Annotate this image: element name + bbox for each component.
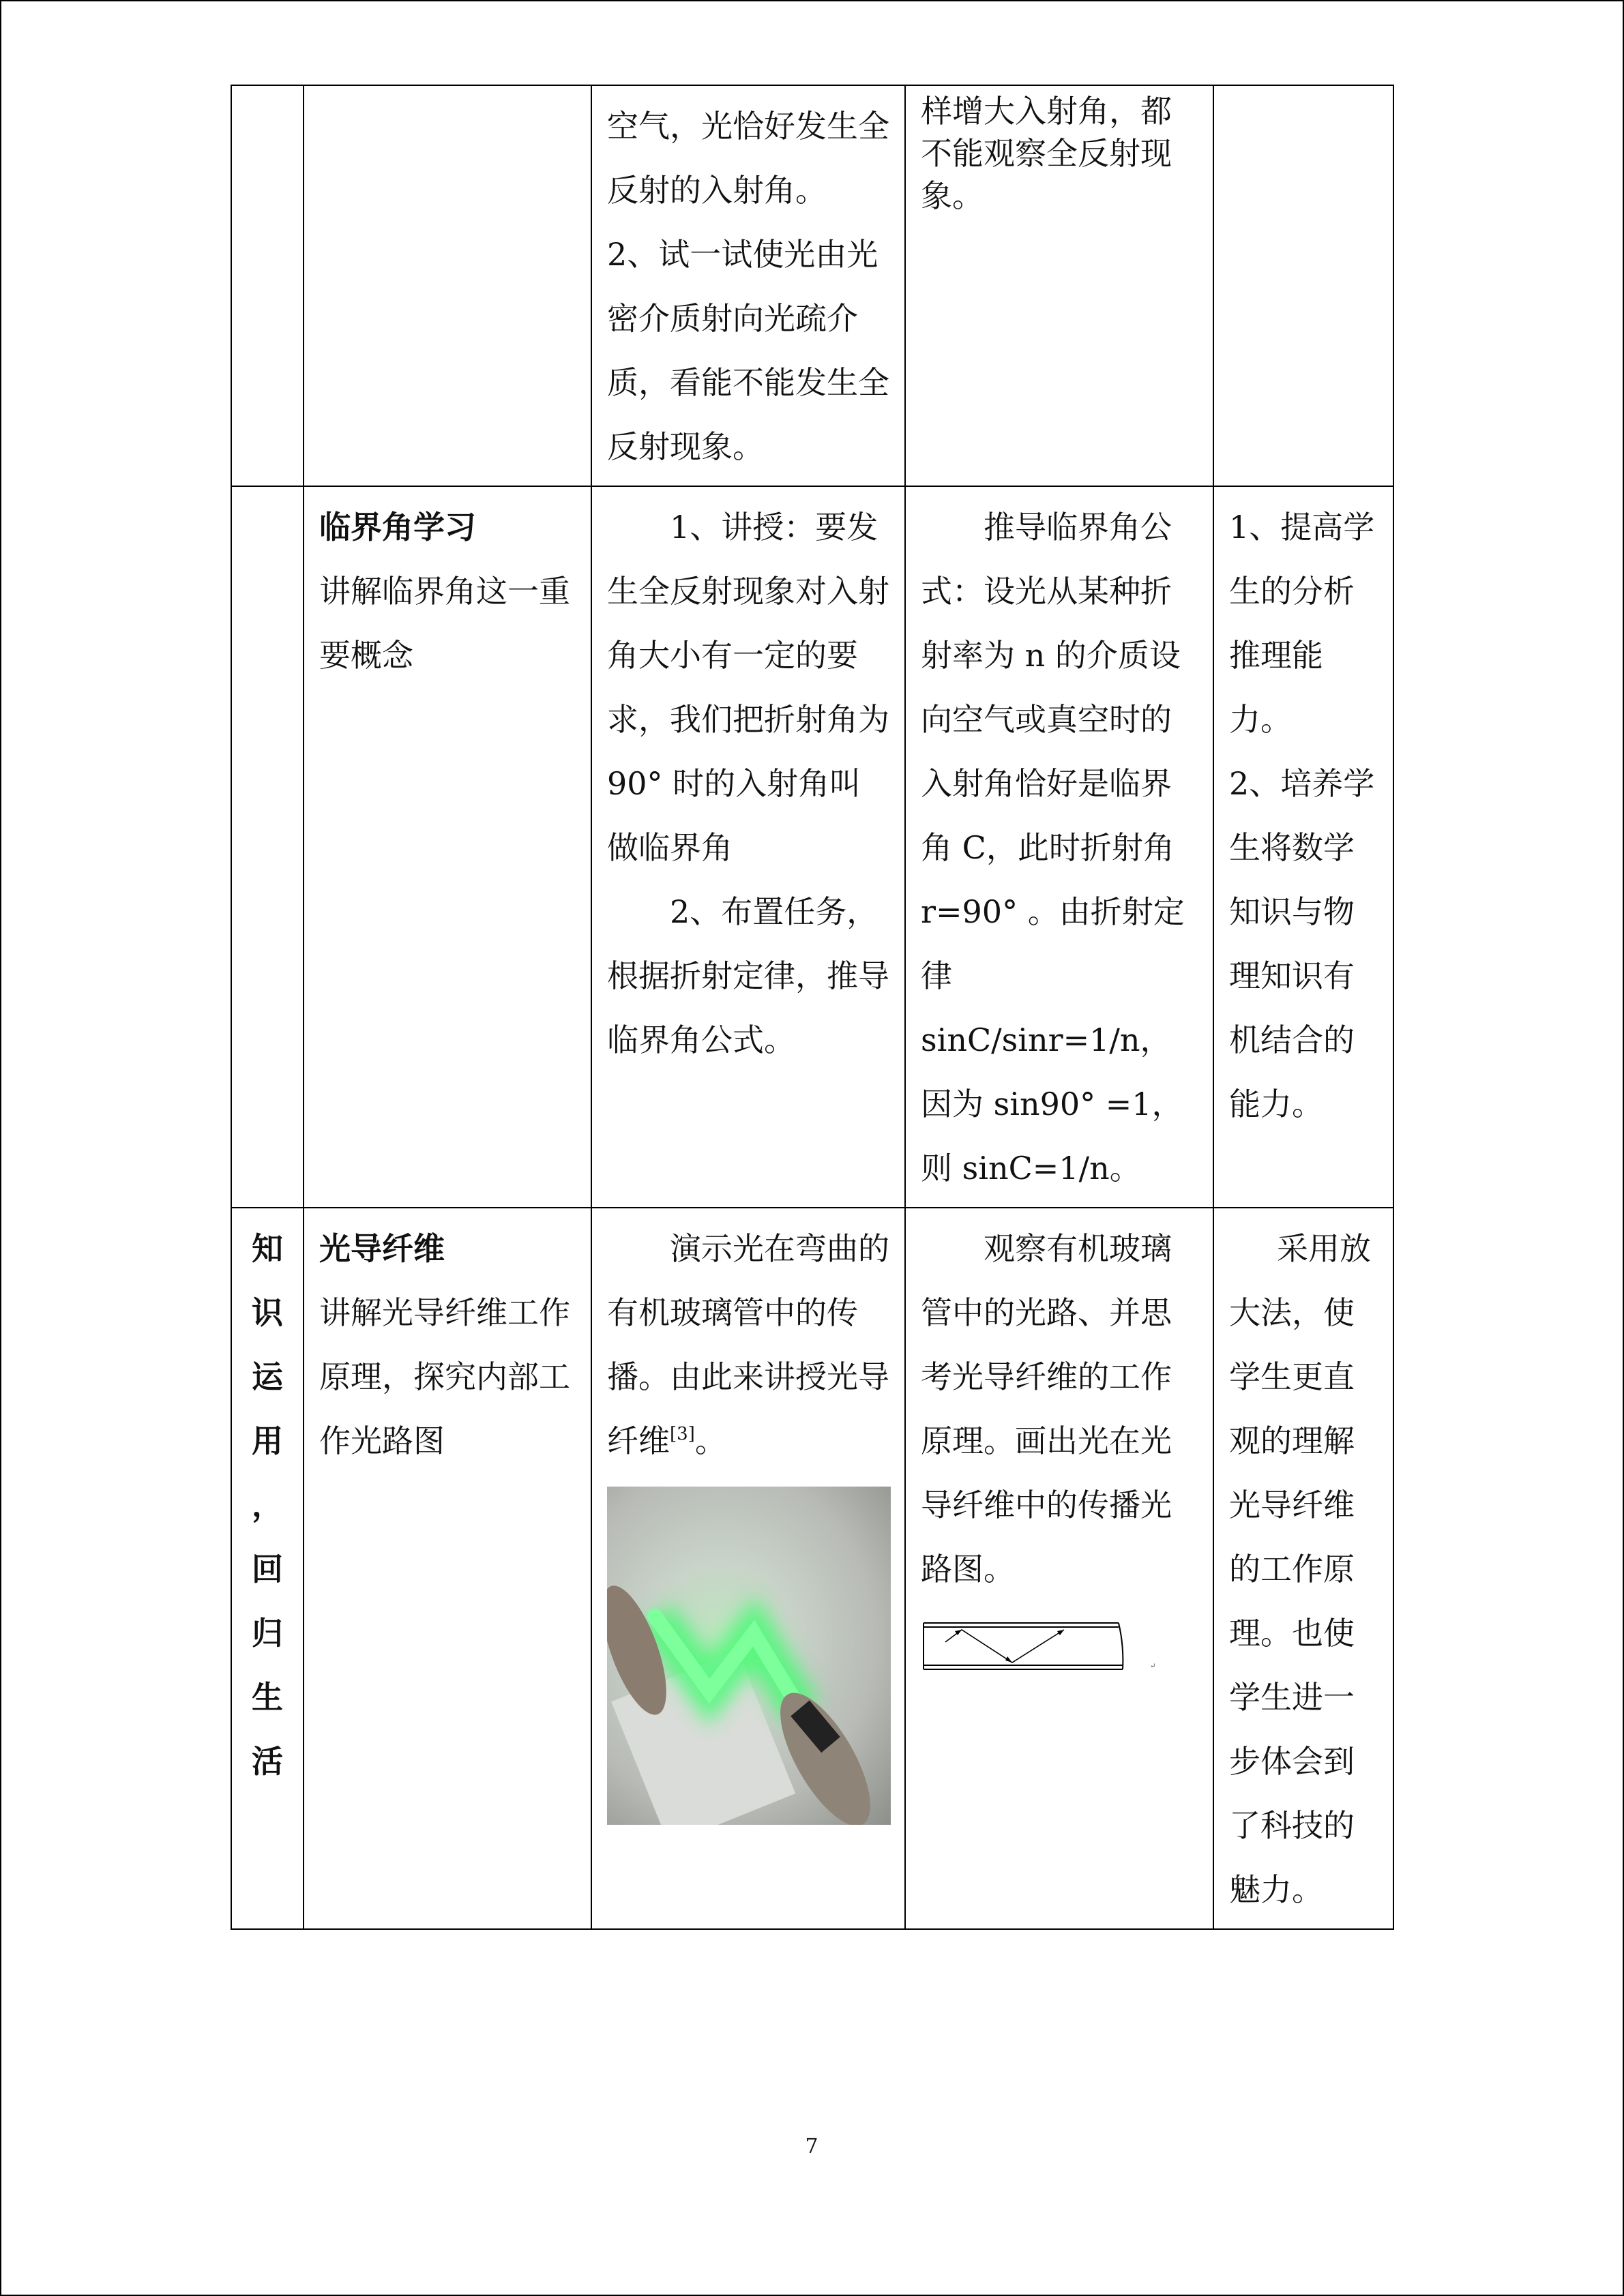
teacher-activity-text: 演示光在弯曲的有机玻璃管中的传播。由此来讲授光导纤维 [607,1230,889,1459]
teacher-activity-line: 2、试一试使光由光密介质射向光疏介质，看能不能发生全反射现象。 [607,236,889,465]
svg-text:↵: ↵ [1150,1663,1156,1670]
section-title: 临界角学习 [319,509,476,546]
teacher-activity-cell [591,1208,905,1929]
intent-item: 1、提高学生的分析推理能力。 [1229,509,1375,738]
page-number: 7 [805,2134,818,2158]
table-row [231,1208,1393,1929]
student-activity-cell [905,1208,1213,1929]
table-row [231,85,1393,486]
table-row [231,486,1393,1208]
stage-char: 生 [252,1679,283,1716]
content-cell [304,85,591,486]
student-activity-paragraph: 观察有机玻璃管中的光路、并思考光导纤维的工作原理。画出光在光导纤维中的传播光路图。 [921,1230,1172,1587]
student-activity-cell [905,85,1213,486]
stage-cell [231,1208,304,1929]
intent-item: 2、培养学生将数学知识与物理知识有机结合的能力。 [1229,765,1375,1122]
teacher-activity-end: 。 [694,1422,726,1459]
section-description: 讲解光导纤维工作原理，探究内部工作光路图 [319,1294,570,1459]
stage-char: ， [252,1487,283,1523]
stage-cell [231,486,304,1208]
formula-line: 则 sinC=1/n。 [921,1150,1141,1187]
citation-reference: [3] [670,1424,695,1444]
stage-cell [231,85,304,486]
intent-cell [1213,486,1393,1208]
teacher-activity-paragraph [607,1217,889,1473]
formula-line: 因为 sin90° =1， [921,1086,1183,1122]
stage-char: 知 [252,1230,283,1267]
student-activity-paragraph: 推导临界角公式：设光从某种折射率为 n 的介质设向空气或真空时的入射角恰好是临界角 C，此时折射角 r=90° 。由折射定律 [921,509,1185,994]
optical-fiber-photo [607,1487,891,1825]
stage-char: 活 [252,1743,283,1780]
content-cell [304,486,591,1208]
lesson-plan-table [231,85,1394,1930]
student-activity-cell [905,486,1213,1208]
intent-cell [1213,85,1393,486]
student-activity-text: 样增大入射角，都不能观察全反射现象。 [921,93,1172,214]
teacher-activity-cell [591,85,905,486]
section-title: 光导纤维 [319,1230,445,1267]
intent-text: 采用放大法，使学生更直观的理解光导纤维的工作原理。也使学生进一步体会到了科技的魅力。 [1229,1230,1371,1908]
teacher-activity-line: 空气，光恰好发生全反射的入射角。 [607,108,889,209]
stage-char: 归 [252,1615,283,1652]
content-cell [304,1208,591,1929]
stage-char: 运 [252,1358,283,1395]
stage-char: 用 [252,1422,283,1459]
formula-line: sinC/sinr=1/n， [921,1022,1172,1058]
teacher-activity-paragraph: 2、布置任务，根据折射定律，推导临界角公式。 [607,893,889,1058]
stage-char: 识 [252,1294,283,1331]
photo-drawing [607,1487,891,1825]
teacher-activity-paragraph: 1、讲授：要发生全反射现象对入射角大小有一定的要求，我们把折射角为 90° 时的入射角叫做临界角 [607,509,889,866]
teacher-activity-cell [591,486,905,1208]
stage-char: 回 [252,1551,283,1587]
intent-cell [1213,1208,1393,1929]
section-description: 讲解临界角这一重要概念 [319,573,570,674]
light-path-diagram [921,1616,1166,1678]
